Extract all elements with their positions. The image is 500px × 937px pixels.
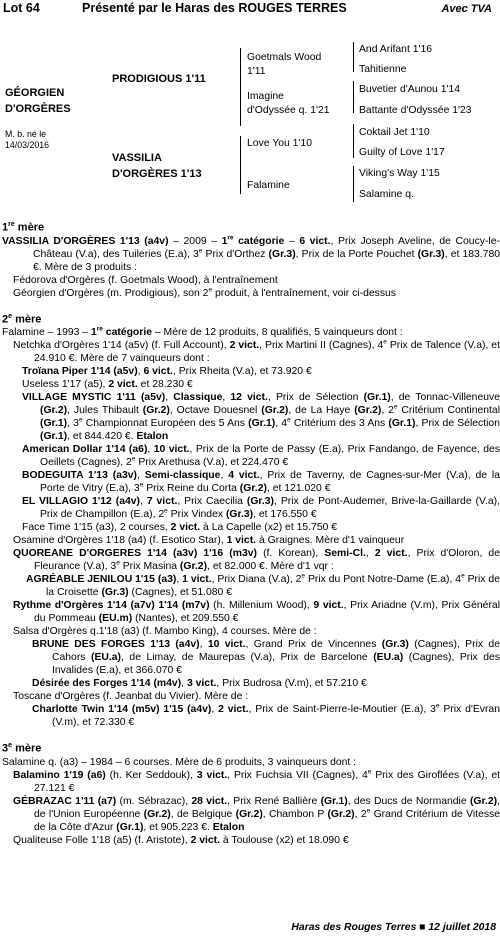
first-dam-para: VASSILIA D'ORGÈRES 1'13 (a4v) – 2009 – 1re catégorie – 6 vict., Prix Joseph Aveline, de Coucy-le-Château (V.a), des Tuileries (E.a), 3e Prix d'Orthez (Gr.3), Prix de la Porte Pouchet (Gr.3), et 183.780 €. Mère de 3 produits : — [2, 234, 500, 273]
gen4-8: Salamine q. — [359, 189, 414, 200]
dam-name-line1: VASSILIA — [112, 152, 162, 164]
sire-sire-line2: 1'11 — [247, 66, 266, 77]
second-dam-produce-6: Toscane d'Orgères (f. Jeanbat du Vivier). Mère de : — [13, 691, 249, 703]
dam-name-line2: D'ORGÈRES 1'13 — [112, 168, 202, 180]
gen4-6: Guilty of Love 1'17 — [359, 147, 445, 158]
second-dam-produce-2: Osamine d'Orgères 1'18 (a4) (f. Esotico Star), 1 vict. à Graignes. Mère d'1 vainqueur — [13, 535, 405, 547]
sire-dam-line1: Imagine — [247, 91, 284, 102]
second-dam-produce-5: Salsa d'Orgères q.1'18 (a3) (f. Mambo King), 4 courses. Mère de : — [13, 626, 317, 638]
second-dam-produce-3: QUOREANE D'ORGERES 1'14 (a3v) 1'16 (m3v) (f. Korean), Semi-Cl., 2 vict., Prix d'Oloron, de Fleurance (V.a), 3e Prix Masina (Gr.2), et 82.000 €. Mère d'1 vqr : — [13, 548, 500, 573]
horse-info-line1: M. b. né le — [5, 129, 47, 139]
gen4-4: Battante d'Odyssée 1'23 — [359, 105, 472, 116]
grand-produce-9: BRUNE DES FORGES 1'13 (a4v), 10 vict., Grand Prix de Vincennes (Gr.3) (Cagnes), Prix de Cahors (EU.a), de Limay, de Maurepas (V.a), Prix de Barcelone (EU.a) (Cagnes), Prix des Invalides (E.a), et 366.070 € — [32, 639, 500, 677]
gen4-3: Buvetier d'Aunou 1'14 — [359, 84, 461, 95]
pedigree-table — [0, 36, 500, 206]
presenter-title: Présenté par le Haras des ROUGES TERRES — [82, 1, 347, 15]
grand-produce-4: American Dollar 1'14 (a6), 10 vict., Prix de la Porte de Passy (E.a), Prix Fandango, de Fayence, des Oeillets (Cagnes), 2e Prix Arethusa (V.a), et 224.470 € — [22, 444, 500, 469]
page-header — [0, 0, 500, 20]
first-dam-produce-1: Fédorova d'Orgères (f. Goetmals Wood), à l'entraînement — [13, 274, 278, 286]
bracket-gen4-3 — [353, 124, 354, 158]
bracket-gen4-4 — [353, 166, 354, 202]
third-dam-produce-1: Balamino 1'19 (a6) (h. Ker Seddouk), 3 vict., Prix Fuchsia VII (Cagnes), 4e Prix des Giroflées (V.a), et 27.121 € — [13, 768, 500, 794]
first-dam-produce-2: Géorgien d'Orgères (m. Prodigious), son 2e produit, à l'entraînement, voir ci-dessus — [13, 286, 396, 299]
second-dam-para: Falamine – 1993 – 1re catégorie – Mère de 12 produits, 8 qualifiés, 5 vainqueurs dont : — [2, 325, 403, 339]
gen4-2: Tahitienne — [359, 64, 407, 75]
lot-number: Lot 64 — [3, 1, 40, 15]
horse-name-line2: D'ORGÈRES — [5, 103, 71, 115]
page-footer: Haras des Rouges Terres ■ 12 juillet 2018 — [291, 922, 496, 933]
first-dam-heading: 1re mère — [2, 221, 45, 234]
gen4-7: Viking's Way 1'15 — [359, 168, 440, 179]
grand-produce-11: Charlotte Twin 1'14 (m5v) 1'15 (a4v), 2 vict., Prix de Saint-Pierre-le-Moutier (E.a), 3e Prix d'Evran (V.m), et 72.330 € — [32, 702, 500, 729]
sire-sire-line1: Goetmals Wood — [247, 52, 322, 63]
grand-produce-5: BODEGUITA 1'13 (a3v), Semi-classique, 4 vict., Prix de Taverny, de Cagnes-sur-Mer (V.a), de la Porte de Vitry (E.a), 3e Prix Reine du Corta (Gr.2), et 121.020 € — [22, 470, 500, 495]
second-dam-produce-4: Rythme d'Orgères 1'14 (a7v) 1'14 (m7v) (h. Millenium Wood), 9 vict., Prix Ariadne (V.m), Prix Général du Pommeau (EU.m) (Nantes), et 209.550 € — [13, 600, 500, 625]
second-dam-heading: 2e mère — [2, 312, 42, 326]
grand-produce-6: EL VILLAGIO 1'12 (a4v), 7 vict., Prix Caecilia (Gr.3), Prix de Pont-Audemer, Brive-la-Gaillarde (V.a), Prix de Champillon (E.a), 2e Prix Vindex (Gr.3), et 176.550 € — [22, 496, 500, 521]
third-dam-produce-2: GÉBRAZAC 1'11 (a7) (m. Sébrazac), 28 vict., Prix René Ballière (Gr.1), des Ducs de Normandie (Gr.2), de l'Union Européenne (Gr.2), de Belgique (Gr.2), Chambon P (Gr.2), 2e Grand Critérium de Vitesse de la Côte d'Azur (Gr.1), et 905.223 €. Etalon — [13, 795, 500, 833]
bracket-dam — [240, 136, 241, 194]
second-dam-produce-1: Netchka d'Orgères 1'14 (a5v) (f. Full Account), 2 vict., Prix Martini II (Cagnes), 4e Prix de Talence (V.a), et 24.910 €. Mère de 7 vainqueurs dont : — [13, 338, 500, 365]
sire-dam-line2: d'Odyssée q. 1'21 — [247, 105, 330, 116]
horse-info-line2: 14/03/2016 — [5, 140, 50, 150]
grand-produce-1: Troïana Piper 1'14 (a5v), 6 vict., Prix Rheita (V.a), et 73.920 € — [22, 366, 312, 378]
grand-produce-10: Désirée des Forges 1'14 (m4v), 3 vict., Prix Budrosa (V.m), et 57.210 € — [32, 678, 367, 690]
grand-produce-8: AGRÉABLE JENILOU 1'15 (a3), 1 vict., Prix Diana (V.a), 2e Prix du Pont Notre-Dame (E.a), 4e Prix de la Croisette (Gr.3) (Cagnes), et 51.080 € — [26, 572, 500, 599]
gen4-1: And Arifant 1'16 — [359, 44, 433, 55]
third-dam-heading: 3e mère — [2, 742, 42, 755]
grand-produce-7: Face Time 1'15 (a3), 2 courses, 2 vict. à La Capelle (x2) et 15.750 € — [22, 522, 338, 534]
bracket-sire — [240, 48, 241, 126]
bracket-gen4-1 — [353, 42, 354, 72]
dam-dam: Falamine — [247, 180, 290, 191]
dam-family-text — [0, 218, 500, 847]
third-dam-para: Salamine q. (a3) – 1984 – 6 courses. Mère de 6 produits, 3 vainqueurs dont : — [2, 756, 357, 768]
bracket-gen4-2 — [353, 81, 354, 113]
sire-name: PRODIGIOUS 1'11 — [112, 73, 206, 85]
horse-name-line1: GÉORGIEN — [5, 87, 65, 99]
third-dam-produce-3: Qualiteuse Folle 1'18 (a5) (f. Aristote), 2 vict. à Toulouse (x2) et 18.090 € — [13, 834, 349, 846]
tax-note: Avec TVA — [441, 3, 492, 15]
grand-produce-2: Useless 1'17 (a5), 2 vict. et 28.230 € — [22, 379, 193, 391]
dam-sire: Love You 1'10 — [247, 138, 312, 149]
grand-produce-3: VILLAGE MYSTIC 1'11 (a5v), Classique, 12 vict., Prix de Sélection (Gr.1), de Tonnac-Villeneuve (Gr.2), Jules Thibault (Gr.2), Octave Douesnel (Gr.2), de La Haye (Gr.2), 2e Critérium Continental (Gr.1), 3e Championnat Européen des 5 Ans (Gr.1), 4e Critérium des 3 Ans (Gr.1), Prix de Sélection (Gr.1), et 844.420 €. Etalon — [22, 392, 500, 443]
gen4-5: Coktail Jet 1'10 — [359, 127, 430, 138]
